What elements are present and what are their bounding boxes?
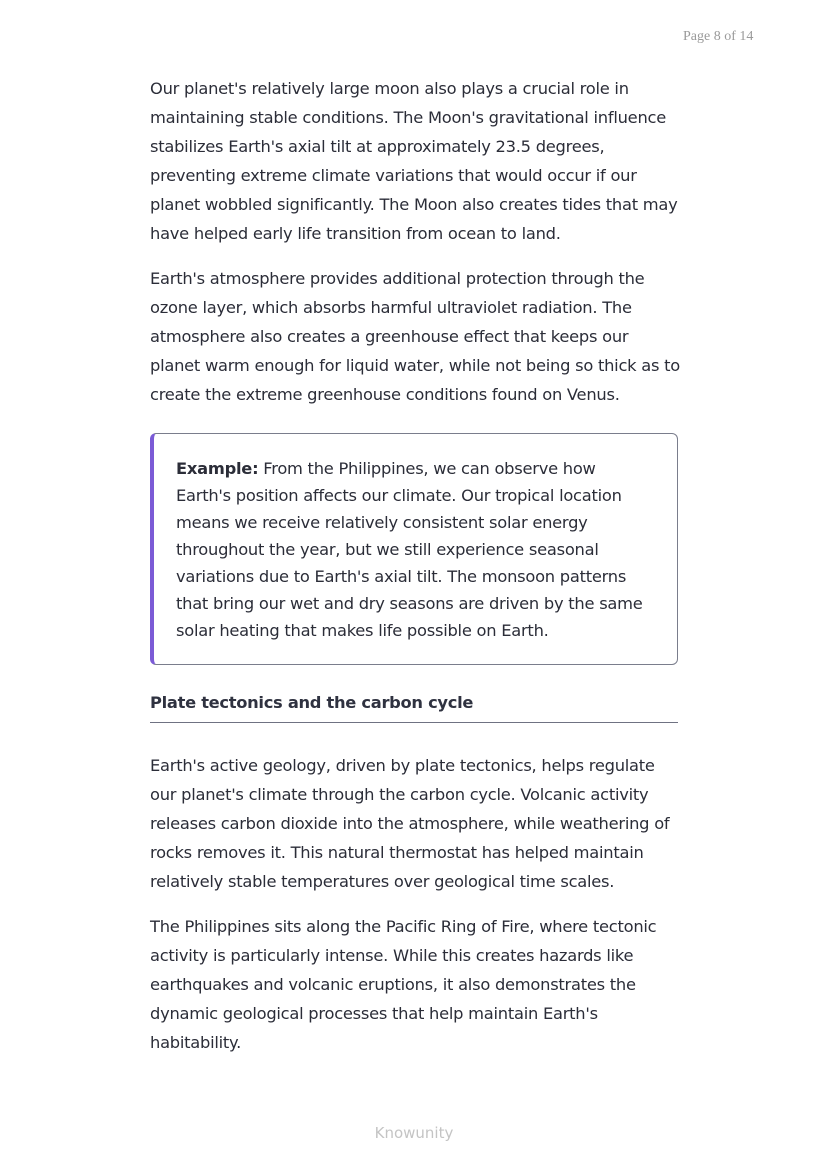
paragraph-moon: Our planet's relatively large moon also plays a crucial role in maintaining stable conditions. The Moon's gravitational influence stabilizes Earth's axial tilt at approximately 23.5 degrees, preventing extreme climate variations that would occur if our planet wobbled significantly. The Moon also creates tides that may have helped early life transition from ocean to land. <box>150 79 678 243</box>
footer-brand: Knowunity <box>374 1124 454 1142</box>
example-text <box>176 455 651 644</box>
example-body: From the Philippines, we can observe how Earth's position affects our climate. Our tropical location means we receive relatively consistent solar energy throughout the year, but we still experience seasonal variations due to Earth's axial tilt. The monsoon patterns that bring our wet and dry seasons are driven by the same solar heating that makes life possible on Earth. <box>176 459 643 640</box>
page-indicator: Page 8 of 14 <box>683 29 754 44</box>
example-callout <box>150 433 678 665</box>
section-heading: Plate tectonics and the carbon cycle <box>150 693 678 723</box>
paragraph-atmosphere: Earth's atmosphere provides additional protection through the ozone layer, which absorbs harmful ultraviolet radiation. The atmosphere also creates a greenhouse effect that keeps our planet warm enough for liquid water, while not being so thick as to create the extreme greenhouse conditions found on Venus. <box>150 269 680 404</box>
paragraph-philippines: The Philippines sits along the Pacific Ring of Fire, where tectonic activity is particularly intense. While this creates hazards like earthquakes and volcanic eruptions, it also demonstrates the dynamic geological processes that help maintain Earth's habitability. <box>150 917 657 1052</box>
document-content <box>150 74 680 1073</box>
example-label: Example: <box>176 459 259 478</box>
section-body <box>150 751 680 1057</box>
paragraph-geology: Earth's active geology, driven by plate tectonics, helps regulate our planet's climate through the carbon cycle. Volcanic activity releases carbon dioxide into the atmosphere, while weathering of rocks removes it. This natural thermostat has helped maintain relatively stable temperatures over geological time scales. <box>150 756 670 891</box>
